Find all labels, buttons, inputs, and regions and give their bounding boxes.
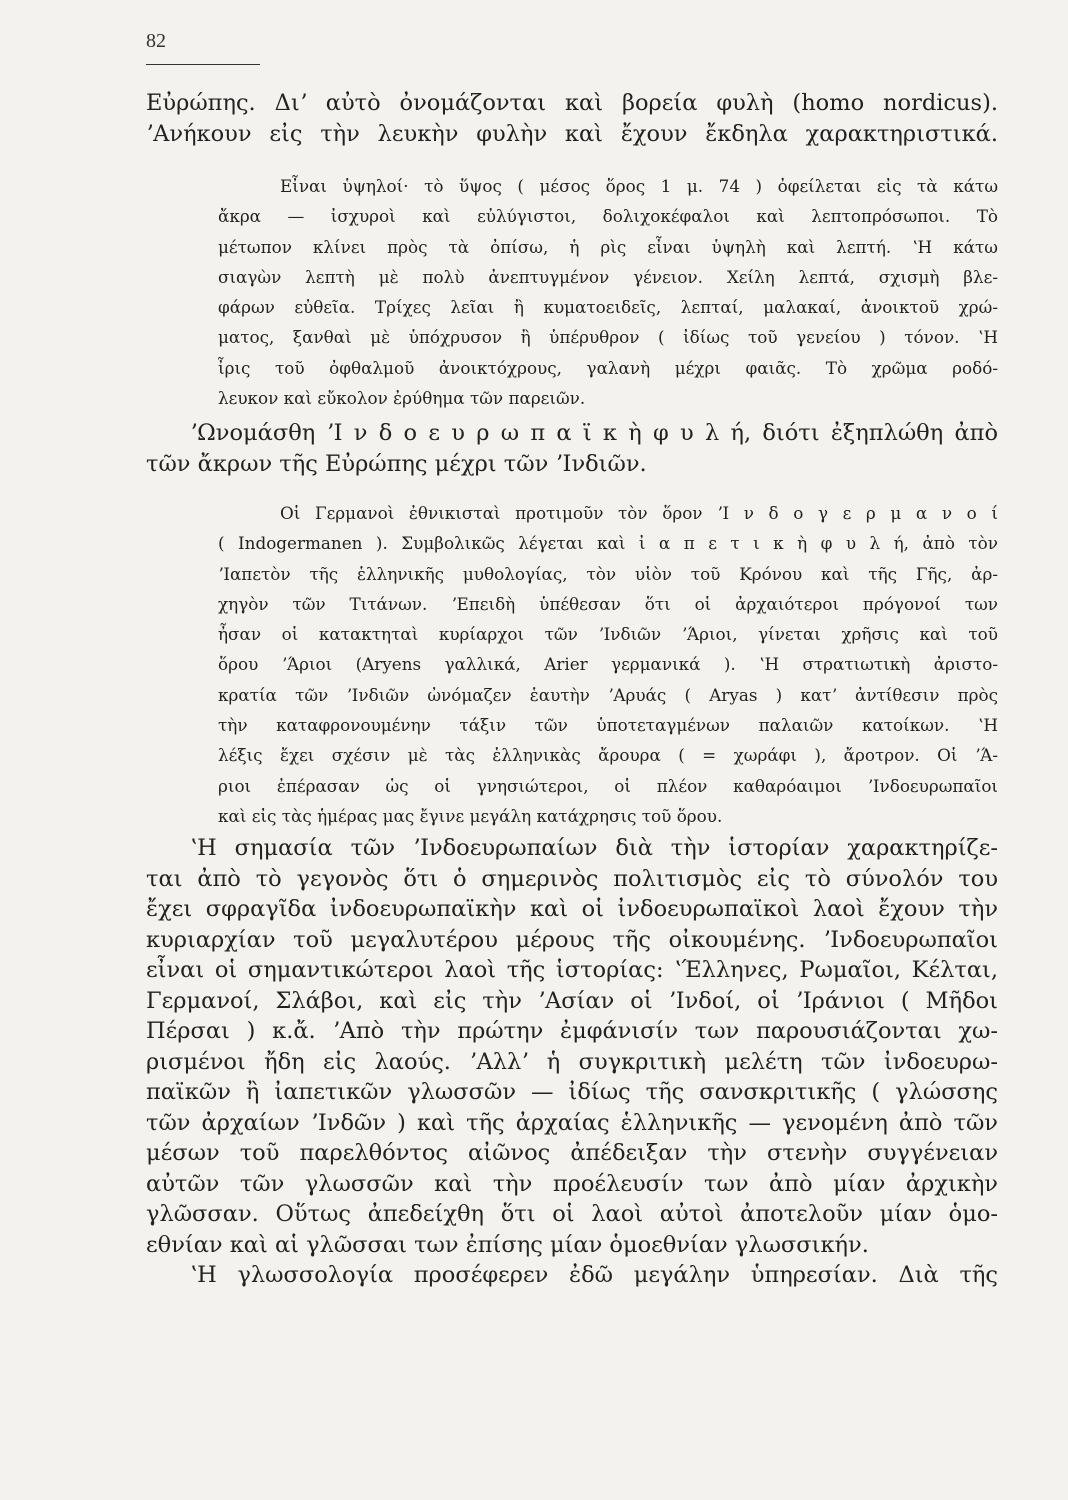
text-line: ὅρου ʼΆριοι (Aryens γαλλικά, Arier γερμανικά ). ʽΗ στρατιωτικὴ ἀριστο-: [218, 654, 998, 675]
paragraph-naming: [146, 418, 998, 479]
text-line: εἶναι οἱ σημαντικώτεροι λαοὶ τῆς ἱστορίας: ʽΈλληνες, Ρωμαῖοι, Κέλται,: [146, 957, 998, 983]
paragraph-continuation: [146, 88, 998, 149]
text-line: μέσων τοῦ παρελθόντος αἰῶνος ἀπέδειξαν τὴν στενὴν συγγένειαν: [146, 1140, 998, 1166]
text-line: σιαγὼν λεπτὴ μὲ πολὺ ἀνεπτυγμένον γένειον. Χείλη λεπτά, σχισμὴ βλε-: [218, 266, 998, 287]
text-line: ( Indogermanen ). Συμβολικῶς λέγεται καὶ ἰ α π ε τ ι κ ὴ φ υ λ ή, ἀπὸ τὸν: [218, 533, 998, 554]
text-line: λευκον καὶ εὔκολον ἐρύθημα τῶν παρειῶν.: [218, 388, 586, 409]
text-line: κρατία τῶν ʼΙνδιῶν ὠνόμαζεν ἑαυτὴν ʼΑρυάς ( Aryas ) κατʼ ἀντίθεσιν πρὸς: [218, 684, 998, 705]
text-line: ριοι ἐπέρασαν ὡς οἱ γνησιώτεροι, οἱ πλέον καθαρόαιμοι ʼΙνδοευρωπαῖοι: [218, 775, 998, 796]
text-line: εθνίαν καὶ αἱ γλῶσσαι των ἐπίσης μίαν ὁμοεθνίαν γλωσσικήν.: [146, 1231, 869, 1258]
small-print-note: [146, 171, 998, 413]
text-line: γλῶσσαν. Οὕτως ἀπεδείχθη ὅτι οἱ λαοὶ αὐτοὶ ἀποτελοῦν μίαν ὁμο-: [146, 1201, 998, 1227]
text-line: τῶν ἀρχαίων ʼΙνδῶν ) καὶ τῆς ἀρχαίας ἑλληνικῆς — γενομένη ἀπὸ τῶν: [146, 1109, 998, 1136]
text-line: λέξις ἔχει σχέσιν μὲ τὰς ἑλληνικὰς ἄρουρα ( = χωράφι ), ἄροτρον. Οἱ ʼΆ-: [218, 745, 998, 766]
text-line: ʽΗ γλωσσολογία προσέφερεν ἐδῶ μεγάλην ὑπηρεσίαν. Διὰ τῆς: [190, 1262, 998, 1288]
text-line: ἶρις τοῦ ὀφθαλμοῦ ἀνοικτόχρους, γαλανὴ μέχρι φαιᾶς. Τὸ χρῶμα ροδό-: [218, 357, 998, 378]
text-line: ʼΙαπετὸν τῆς ἑλληνικῆς μυθολογίας, τὸν υἱὸν τοῦ Κρόνου καὶ τῆς Γῆς, ἀρ-: [218, 563, 998, 584]
text-line: ἄκρα — ἰσχυροὶ καὶ εὐλύγιστοι, δολιχοκέφαλοι καὶ λεπτοπρόσωποι. Τὸ: [218, 206, 998, 227]
text-line: ʽΗ σημασία τῶν ʼΙνδοευρωπαίων διὰ τὴν ἱστορίαν χαρακτηρίζε-: [190, 835, 998, 861]
page-number: 82: [146, 30, 166, 52]
small-print-note: [146, 498, 998, 831]
text-line: φάρων εὐθεῖα. Τρίχες λεῖαι ἢ κυματοειδεῖς, λεπταί, μαλακαί, ἀνοικτοῦ χρώ-: [218, 297, 998, 318]
text-line: ρισμένοι ἤδη εἰς λαούς. ʼΑλλʼ ἡ συγκριτικὴ μελέτη τῶν ἰνδοευρω-: [146, 1048, 998, 1075]
text-line: τὴν καταφρονουμένην τάξιν τῶν ὑποτεταγμένων παλαιῶν κατοίκων. ʽΗ: [218, 715, 998, 736]
text-line: Οἱ Γερμανοὶ ἐθνικισταὶ προτιμοῦν τὸν ὅρον ʼΙ ν δ ο γ ε ρ μ α ν ο ί: [280, 503, 998, 523]
text-line: ʼΑνήκουν εἰς τὴν λευκὴν φυλὴν καὶ ἔχουν ἔκδηλα χαρακτηριστικά.: [146, 120, 998, 147]
text-line: μέτωπον κλίνει πρὸς τὰ ὀπίσω, ἡ ρὶς εἶναι ὑψηλὴ καὶ λεπτή. ʽΗ κάτω: [218, 236, 998, 257]
text-line: ἦσαν οἱ κατακτηταὶ κυρίαρχοι τῶν ʼΙνδιῶν ʼΆριοι, γίνεται χρῆσις καὶ τοῦ: [218, 624, 998, 645]
text-line: χηγὸν τῶν Τιτάνων. ʼΕπειδὴ ὑπέθεσαν ὅτι οἱ ἀρχαιότεροι πρόγονοί των: [218, 593, 998, 614]
text-line: Πέρσαι ) κ.ἄ. ʼΑπὸ τὴν πρώτην ἐμφάνισίν των παρουσιάζονται χω-: [146, 1018, 998, 1044]
text-line: ται ἀπὸ τὸ γεγονὸς ὅτι ὁ σημερινὸς πολιτισμὸς εἰς τὸ σύνολόν του: [146, 865, 998, 892]
paragraph-significance: [146, 833, 998, 1291]
text-line: παϊκῶν ἢ ἰαπετικῶν γλωσσῶν — ἰδίως τῆς σανσκριτικῆς ( γλώσσης: [146, 1079, 998, 1105]
text-line: τῶν ἄκρων τῆς Εὐρώπης μέχρι τῶν ʼΙνδιῶν.: [146, 450, 647, 477]
text-line: καὶ εἰς τὰς ἡμέρας μας ἔγινε μεγάλη κατάχρησις τοῦ ὅρου.: [218, 805, 723, 826]
header-rule: [146, 64, 260, 65]
text-line: ματος, ξανθαὶ μὲ ὑπόχρυσον ἢ ὑπέρυθρον ( ἰδίως τοῦ γενείου ) τόνον. ʽΗ: [218, 327, 998, 348]
text-line: ἔχει σφραγῖδα ἰνδοευρωπαϊκὴν καὶ οἱ ἰνδοευρωπαϊκοὶ λαοὶ ἔχουν τὴν: [146, 896, 998, 922]
text-line: κυριαρχίαν τοῦ μεγαλυτέρου μέρους τῆς οἰκουμένης. ʼΙνδοευρωπαῖοι: [146, 926, 998, 953]
text-line: ʼΩνομάσθη ʼΙ ν δ ο ε υ ρ ω π α ϊ κ ὴ φ υ λ ή, διότι ἐξηπλώθη ἀπὸ: [190, 420, 998, 446]
text-line: Εἶναι ὑψηλοί· τὸ ὕψος ( μέσος ὅρος 1 μ. 74 ) ὀφείλεται εἰς τὰ κάτω: [280, 176, 998, 196]
text-line: Εὐρώπης. Διʼ αὐτὸ ὀνομάζονται καὶ βορεία φυλὴ (homo nordicus).: [146, 90, 998, 116]
text-line: αὐτῶν τῶν γλωσσῶν καὶ τὴν προέλευσίν των ἀπὸ μίαν ἀρχικὴν: [146, 1170, 998, 1197]
text-line: Γερμανοί, Σλάβοι, καὶ εἰς τὴν ʼΑσίαν οἱ ʼΙνδοί, οἱ ʼΙράνιοι ( Μῆδοι: [146, 987, 998, 1014]
